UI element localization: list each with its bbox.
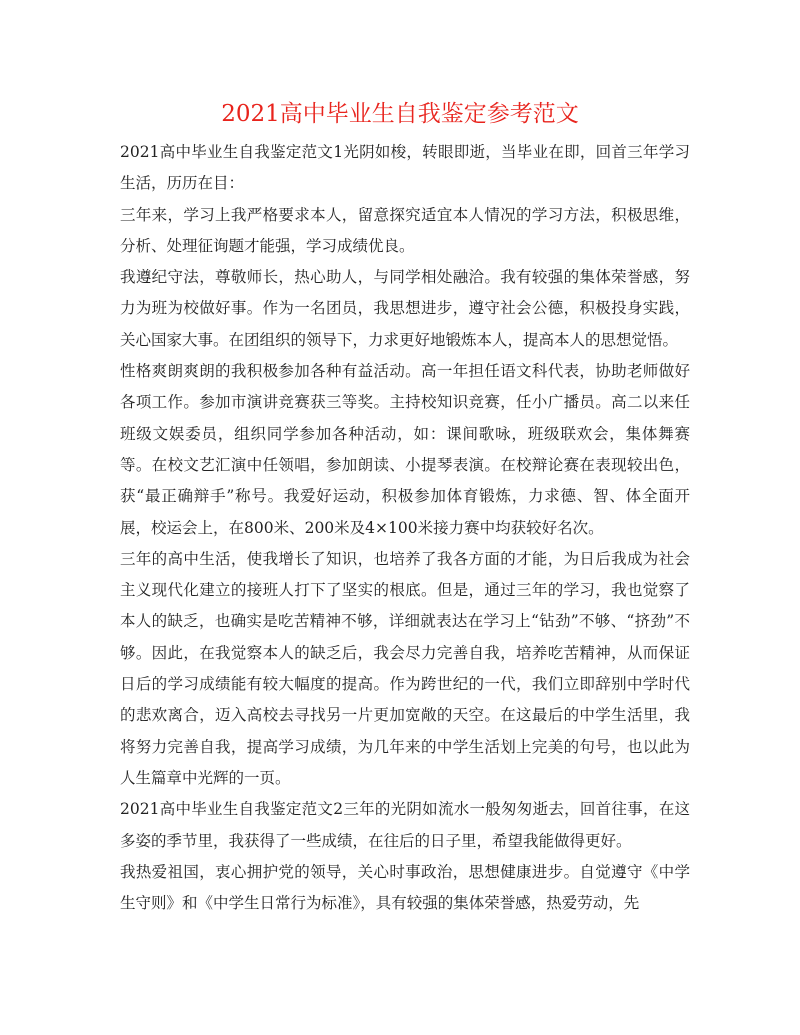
paragraph: 2021高中毕业生自我鉴定范文2三年的光阴如流水一般匆匆逝去，回首往事，在这多姿的季节里，我获得了一些成绩，在往后的日子里，希望我能做得更好。 xyxy=(120,800,690,850)
paragraph: 三年来，学习上我严格要求本人，留意探究适宜本人情况的学习方法，积极思维，分析、处理征询题才能强，学习成绩优良。 xyxy=(120,205,690,255)
paragraph: 2021高中毕业生自我鉴定范文1光阴如梭，转眼即逝，当毕业在即，回首三年学习生活，历历在目： xyxy=(120,143,690,193)
document-body xyxy=(120,137,690,919)
paragraph: 性格爽朗爽朗的我积极参加各种有益活动。高一年担任语文科代表，协助老师做好各项工作。参加市演讲竞赛获三等奖。主持校知识竞赛，任小广播员。高二以来任班级文娱委员，组织同学参加各种活动，如：课间歌咏，班级联欢会，集体舞赛等。在校文艺汇演中任领唱，参加朗读、小提琴表演。在校辩论赛在表现较出色，获“最正确辩手”称号。我爱好运动，积极参加体育锻炼，力求德、智、体全面开展，校运会上，在800米、200米及4×100米接力赛中均获较好名次。 xyxy=(120,362,690,537)
paragraph: 我热爱祖国，衷心拥护党的领导，关心时事政治，思想健康进步。自觉遵守《中学生守则》和《中学生日常行为标准》，具有较强的集体荣誉感，热爱劳动，先 xyxy=(120,862,690,913)
paragraph: 我遵纪守法，尊敬师长，热心助人，与同学相处融洽。我有较强的集体荣誉感，努力为班为校做好事。作为一名团员，我思想进步，遵守社会公德，积极投身实践，关心国家大事。在团组织的领导下，力求更好地锻炼本人，提高本人的思想觉悟。 xyxy=(120,268,690,349)
paragraph: 三年的高中生活，使我增长了知识，也培养了我各方面的才能，为日后我成为社会主义现代化建立的接班人打下了坚实的根底。但是，通过三年的学习，我也觉察了本人的缺乏，也确实是吃苦精神不够，详细就表达在学习上“钻劲”不够、“挤劲”不够。因此，在我觉察本人的缺乏后，我会尽力完善自我，培养吃苦精神，从而保证日后的学习成绩能有较大幅度的提高。作为跨世纪的一代，我们立即辞别中学时代的悲欢离合，迈入高校去寻找另一片更加宽敞的天空。在这最后的中学生活里，我将努力完善自我，提高学习成绩，为几年来的中学生活划上完美的句号，也以此为人生篇章中光辉的一页。 xyxy=(120,549,690,787)
document-title: 2021高中毕业生自我鉴定参考范文 xyxy=(221,101,579,127)
